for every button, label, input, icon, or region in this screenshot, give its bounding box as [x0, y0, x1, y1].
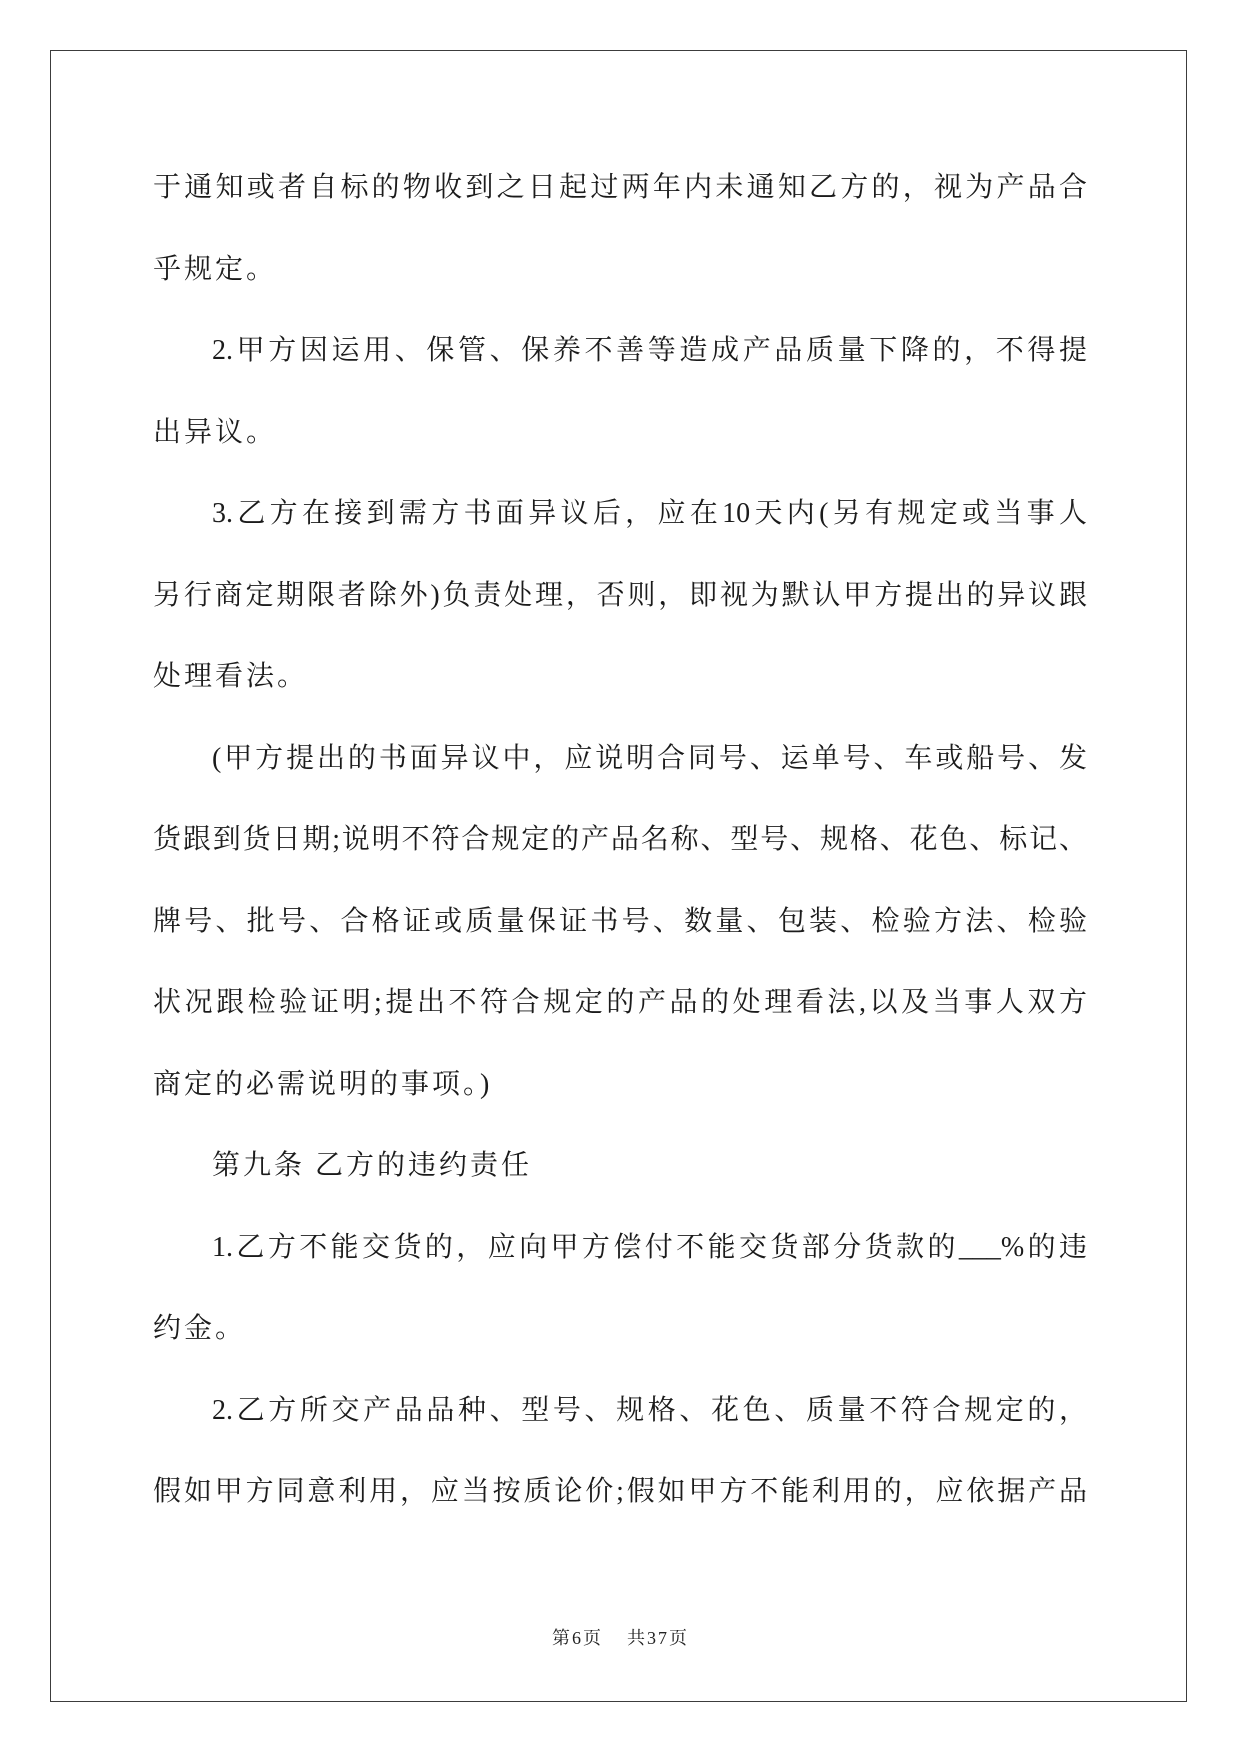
- page-number: 第6页: [552, 1628, 603, 1648]
- text-line: 另行商定期限者除外)负责处理，否则，即视为默认甲方提出的异议跟: [153, 579, 1087, 611]
- text-line: 2.乙方所交产品品种、型号、规格、花色、质量不符合规定的，: [212, 1394, 1087, 1426]
- paragraph: [153, 1370, 1087, 1533]
- text-line: 约金。: [153, 1313, 247, 1344]
- page-footer: [0, 1626, 1241, 1650]
- text-line: 牌号、批号、合格证或质量保证书号、数量、包装、检验方法、检验: [153, 905, 1087, 937]
- text-line: 货跟到货日期;说明不符合规定的产品名称、型号、规格、花色、标记、: [153, 824, 1087, 855]
- paragraph: [153, 147, 1087, 310]
- text-line: (甲方提出的书面异议中，应说明合同号、运单号、车或船号、发: [212, 742, 1087, 774]
- paragraph: [153, 473, 1087, 718]
- text-line: 假如甲方同意利用，应当按质论价;假如甲方不能利用的，应依据产品: [153, 1476, 1087, 1507]
- document-body: [153, 147, 1087, 1533]
- text-line: 1.乙方不能交货的，应向甲方偿付不能交货部分货款的___%的违: [212, 1231, 1087, 1263]
- text-line: 乎规定。: [153, 253, 278, 285]
- text-line: 处理看法。: [153, 661, 309, 692]
- article-heading: [153, 1125, 1087, 1207]
- paragraph: [153, 718, 1087, 1126]
- page-total: 共37页: [627, 1628, 689, 1648]
- heading-text: 第九条 乙方的违约责任: [212, 1150, 533, 1181]
- text-line: 出异议。: [153, 416, 278, 448]
- text-line: 状况跟检验证明;提出不符合规定的产品的处理看法,以及当事人双方: [153, 987, 1087, 1018]
- text-line: 3.乙方在接到需方书面异议后，应在10天内(另有规定或当事人: [212, 498, 1087, 529]
- paragraph: [153, 310, 1087, 473]
- paragraph: [153, 1207, 1087, 1370]
- text-line: 2.甲方因运用、保管、保养不善等造成产品质量下降的，不得提: [212, 335, 1087, 366]
- text-line: 于通知或者自标的物收到之日起过两年内未通知乙方的，视为产品合: [153, 172, 1087, 203]
- text-line: 商定的必需说明的事项。): [153, 1068, 493, 1100]
